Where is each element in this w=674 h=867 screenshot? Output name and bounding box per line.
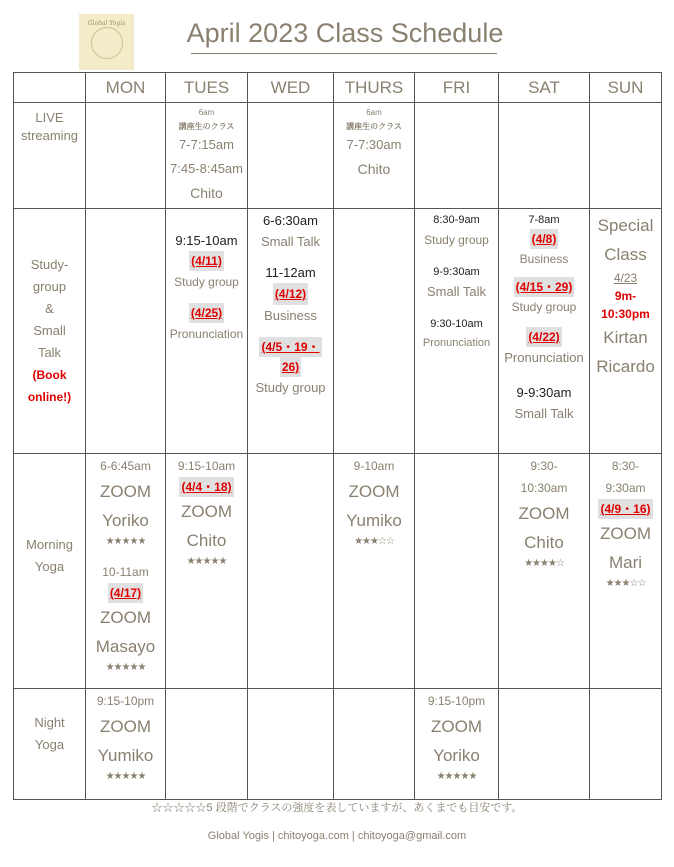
study-sun-name1: Kirtan [603, 328, 648, 347]
night-mon [86, 689, 166, 800]
study-fri-name2: Small Talk [426, 284, 486, 299]
study-wed-time2: 11-12am [265, 265, 316, 280]
study-sat-name2: Study group [511, 300, 577, 314]
study-thurs [334, 209, 415, 454]
live-label-1: LIVE [35, 110, 64, 125]
night-sun [590, 689, 662, 800]
night-fri-teacher: Yoriko [433, 746, 480, 765]
live-tues-slot2: 7:45-8:45am [170, 161, 243, 176]
study-sun-name2: Ricardo [596, 357, 655, 376]
morning-mon-time1: 6-6:45am [100, 459, 151, 473]
morning-sun-stars: ★★★☆☆ [605, 578, 646, 589]
live-mon [86, 103, 166, 209]
morning-label [14, 454, 86, 689]
night-row [14, 689, 662, 800]
study-wed-name2: Business [264, 308, 317, 323]
morning-sun-zoom: ZOOM [600, 524, 651, 543]
study-sat-time4: 9-9:30am [516, 385, 572, 400]
study-tues-date1: (4/11) [189, 251, 224, 271]
day-fri: FRI [415, 73, 499, 103]
live-wed [248, 103, 334, 209]
day-sun: SUN [590, 73, 662, 103]
morning-thurs-time: 9-10am [353, 459, 395, 473]
schedule-table [13, 72, 662, 800]
study-sat-date1: (4/8) [530, 229, 559, 249]
live-tues-teacher: Chito [190, 185, 223, 201]
study-sun-line2: Class [604, 245, 647, 264]
page-title: April 2023 Class Schedule [186, 18, 504, 48]
morning-mon-date2: (4/17) [108, 583, 143, 603]
study-wed-date3b: 26) [280, 357, 301, 377]
study-sat-date3: (4/22) [526, 327, 561, 347]
morning-sun [590, 454, 662, 689]
night-wed [248, 689, 334, 800]
study-tues [166, 209, 248, 454]
live-tues [166, 103, 248, 209]
morning-tues-stars: ★★★★★ [186, 556, 227, 567]
logo-text: Global Yogis [87, 20, 126, 27]
footer-contact: Global Yogis | chitoyoga.com | chitoyoga@gmail.com [207, 830, 467, 842]
study-fri-name3: Pronunciation [422, 337, 491, 349]
morning-mon-teacher2: Masayo [95, 637, 156, 656]
morning-thurs-teacher: Yumiko [346, 511, 402, 530]
header-row [14, 73, 662, 103]
study-tues-name2: Pronunciation [169, 327, 244, 341]
study-label-1: Study- [30, 257, 69, 272]
day-mon: MON [86, 73, 166, 103]
morning-wed [248, 454, 334, 689]
study-row [14, 209, 662, 454]
morning-sat [499, 454, 590, 689]
live-sun [590, 103, 662, 209]
morning-mon-stars2: ★★★★★ [105, 662, 146, 673]
day-thurs: THURS [334, 73, 415, 103]
morning-tues [166, 454, 248, 689]
night-fri-zoom: ZOOM [431, 717, 482, 736]
live-tues-slot1: 7-7:15am [179, 137, 234, 152]
morning-label-1: Morning [26, 537, 73, 552]
morning-mon-teacher1: Yoriko [102, 511, 149, 530]
morning-sun-time-b: 9:30am [605, 481, 646, 495]
study-sat-time1: 7-8am [528, 214, 560, 226]
morning-row [14, 454, 662, 689]
study-label [14, 209, 86, 454]
morning-thurs-zoom: ZOOM [348, 482, 400, 501]
study-wed-name1: Small Talk [260, 234, 320, 249]
study-sat-name4: Small Talk [514, 406, 574, 421]
day-sat: SAT [499, 73, 590, 103]
title-underline [191, 53, 497, 54]
study-label-2: group [32, 279, 67, 294]
morning-mon [86, 454, 166, 689]
study-fri-name1: Study group [424, 233, 489, 247]
live-thurs-jp: 講座生のクラス [346, 122, 402, 131]
study-wed-name3: Study group [255, 380, 326, 395]
live-thurs-time: 6am [366, 108, 382, 117]
night-mon-zoom: ZOOM [100, 717, 151, 736]
live-tues-jp: 講座生のクラス [178, 122, 235, 131]
morning-fri [415, 454, 499, 689]
study-label-3: & [45, 301, 54, 316]
study-tues-time: 9:15-10am [175, 233, 238, 248]
study-wed-date2: (4/12) [273, 283, 308, 305]
night-fri-time: 9:15-10pm [427, 694, 486, 708]
study-sat-name3: Pronunciation [504, 350, 584, 365]
intensity-note: ☆☆☆☆☆5 段階でクラスの強度を表していますが、あくまでも目安です。 [151, 802, 523, 814]
study-sun-line1: Special [597, 216, 654, 235]
study-sun-date: 4/23 [613, 271, 638, 285]
study-label-4: Small [33, 323, 66, 338]
morning-tues-teacher: Chito [186, 531, 227, 550]
study-label-online: online!) [27, 390, 72, 404]
night-mon-time: 9:15-10pm [96, 694, 155, 708]
study-tues-name1: Study group [174, 275, 239, 289]
live-row [14, 103, 662, 209]
night-thurs [334, 689, 415, 800]
study-label-5: Talk [37, 345, 62, 360]
morning-sat-teacher: Chito [524, 533, 564, 552]
morning-sat-zoom: ZOOM [518, 504, 570, 523]
study-sun [590, 209, 662, 454]
night-mon-stars: ★★★★★ [105, 771, 146, 782]
morning-tues-date: (4/4・18) [179, 477, 233, 497]
morning-mon-zoom1: ZOOM [100, 482, 151, 501]
night-label-1: Night [34, 715, 65, 730]
corner-cell [14, 73, 86, 103]
night-tues [166, 689, 248, 800]
morning-mon-zoom2: ZOOM [100, 608, 151, 627]
night-label-2: Yoga [34, 737, 65, 752]
live-tues-time: 6am [198, 108, 215, 117]
morning-mon-stars1: ★★★★★ [105, 536, 146, 547]
study-label-book: (Book [32, 368, 67, 382]
morning-label-2: Yoga [34, 559, 65, 574]
morning-sat-stars: ★★★★☆ [524, 558, 564, 569]
study-wed-date3a: (4/5・19・ [259, 337, 321, 357]
night-mon-teacher: Yumiko [97, 746, 154, 765]
study-fri-time2: 9-9:30am [433, 266, 480, 278]
study-fri-time3: 9:30-10am [430, 318, 483, 330]
study-fri-time1: 8:30-9am [433, 214, 480, 226]
morning-thurs-stars: ★★★☆☆ [354, 536, 394, 547]
day-wed: WED [248, 73, 334, 103]
morning-mon-time2: 10-11am [102, 565, 149, 579]
study-sat [499, 209, 590, 454]
live-label [14, 103, 86, 209]
study-tues-date2: (4/25) [189, 303, 224, 323]
study-fri [415, 209, 499, 454]
day-tues: TUES [166, 73, 248, 103]
study-wed-time1: 6-6:30am [263, 213, 318, 228]
logo-emblem [91, 27, 123, 59]
morning-sun-teacher: Mari [608, 553, 643, 572]
study-sun-time-a: 9m- [614, 289, 637, 303]
morning-tues-time: 9:15-10am [177, 459, 236, 473]
logo [79, 14, 134, 70]
night-label [14, 689, 86, 800]
morning-sun-date: (4/9・16) [598, 499, 652, 519]
study-wed [248, 209, 334, 454]
live-thurs-slot: 7-7:30am [346, 137, 402, 152]
night-sat [499, 689, 590, 800]
night-fri-stars: ★★★★★ [436, 771, 477, 782]
study-sat-name1: Business [519, 252, 569, 266]
morning-tues-zoom: ZOOM [181, 502, 232, 521]
live-fri [415, 103, 499, 209]
night-fri [415, 689, 499, 800]
morning-sat-time-a: 9:30- [530, 459, 558, 473]
live-thurs [334, 103, 415, 209]
live-label-2: streaming [20, 128, 79, 143]
study-mon [86, 209, 166, 454]
morning-sun-time-a: 8:30- [611, 459, 640, 473]
live-sat [499, 103, 590, 209]
morning-thurs [334, 454, 415, 689]
live-thurs-teacher: Chito [357, 161, 391, 177]
study-sat-date2: (4/15・29) [514, 277, 575, 297]
morning-sat-time-b: 10:30am [520, 481, 568, 495]
study-sun-time-b: 10:30pm [601, 307, 650, 321]
